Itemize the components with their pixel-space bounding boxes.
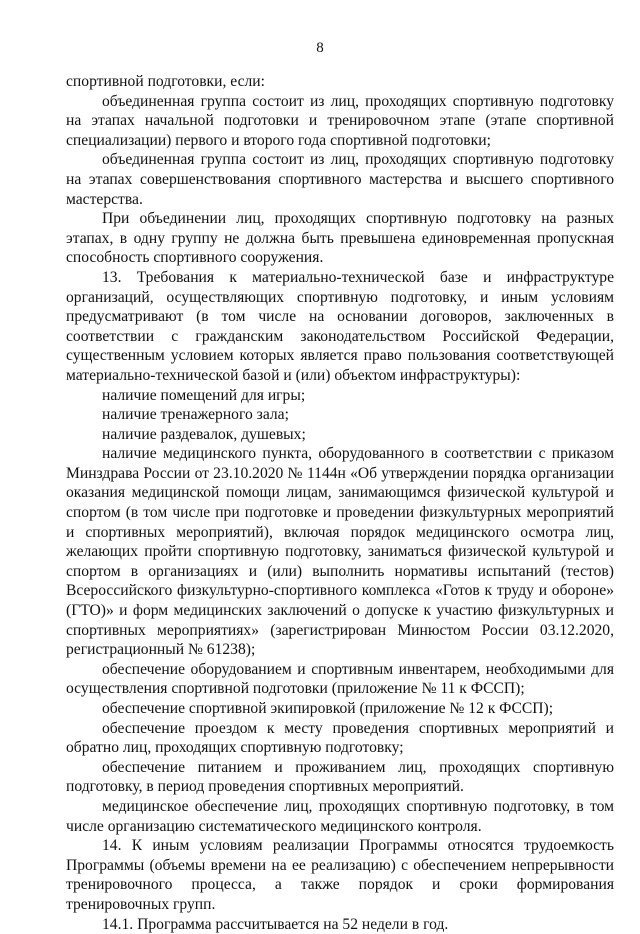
- list-item: обеспечение спортивной экипировкой (приложение № 12 к ФССП);: [102, 700, 554, 717]
- list-item: обеспечение проездом к месту проведения спортивных мероприятий и обратно лиц, проходящих спортивную подготовку;: [66, 719, 614, 757]
- list-item: медицинское обеспечение лиц, проходящих спортивную подготовку, в том числе организацию систематического медицинского контроля.: [66, 797, 614, 835]
- document-body: [66, 72, 614, 934]
- list-item: обеспечение питанием и проживанием лиц, проходящих спортивную подготовку, в период проведения спортивных мероприятий.: [66, 758, 614, 796]
- list-item: наличие тренажерного зала;: [102, 406, 289, 424]
- list-item: наличие помещений для игры;: [102, 386, 306, 404]
- paragraph-section-14-1: 14.1. Программа рассчитывается на 52 недели в год.: [102, 915, 449, 933]
- list-item: наличие раздевалок, душевых;: [102, 425, 306, 443]
- list-item: наличие медицинского пункта, оборудованного в соответствии с приказом Минздрава России от 23.10.2020 № 1144н «Об утверждении порядка организации оказания медицинской помощи лицам, занимающимся физической культурой и спортом (в том числе при подготовке и проведении физкультурных мероприятий и спортивных мероприятий), включая порядок медицинского осмотра лиц, желающих пройти спортивную подготовку, заниматься физической культурой и спортом в организациях и (или) выполнить нормативы испытаний (тестов) Всероссийского физкультурно-спортивного комплекса «Готов к труду и обороне» (ГТО)» и форм медицинских заключений о допуске к участию физкультурных и спортивных мероприятиях» (зарегистрирован Минюстом России 03.12.2020, регистрационный № 61238);: [66, 445, 614, 659]
- paragraph: объединенная группа состоит из лиц, проходящих спортивную подготовку на этапах начальной подготовки и тренировочном этапе (этапе спортивной специализации) первого и второго года спортивной подготовки;: [66, 92, 614, 149]
- paragraph-section-14: 14. К иным условиям реализации Программы относятся трудоемкость Программы (объемы времени на ее реализацию) с обеспечением непрерывности тренировочного процесса, а также порядок и сроки формирования тренировочных групп.: [66, 837, 614, 913]
- paragraph: спортивной подготовки, если:: [66, 73, 265, 90]
- list-item: обеспечение оборудованием и спортивным инвентарем, необходимыми для осуществления спортивной подготовки (приложение № 11 к ФССП);: [66, 660, 614, 698]
- paragraph: объединенная группа состоит из лиц, проходящих спортивную подготовку на этапах совершенствования спортивного мастерства и высшего спортивного мастерства.: [66, 151, 614, 208]
- page-number: 8: [316, 40, 324, 56]
- paragraph: При объединении лиц, проходящих спортивную подготовку на разных этапах, в одну группу не должна быть превышена единовременная пропускная способность спортивного сооружения.: [66, 210, 614, 267]
- paragraph-section-13: 13. Требования к материально-технической базе и инфраструктуре организаций, осуществляющих спортивную подготовку, и иным условиям предусматривают (в том числе на основании договоров, заключенных в соответствии с гражданским законодательством Российской Федерации, существенным условием которых является право пользования соответствующей материально-технической базой и (или) объектом инфраструктуры):: [66, 268, 614, 384]
